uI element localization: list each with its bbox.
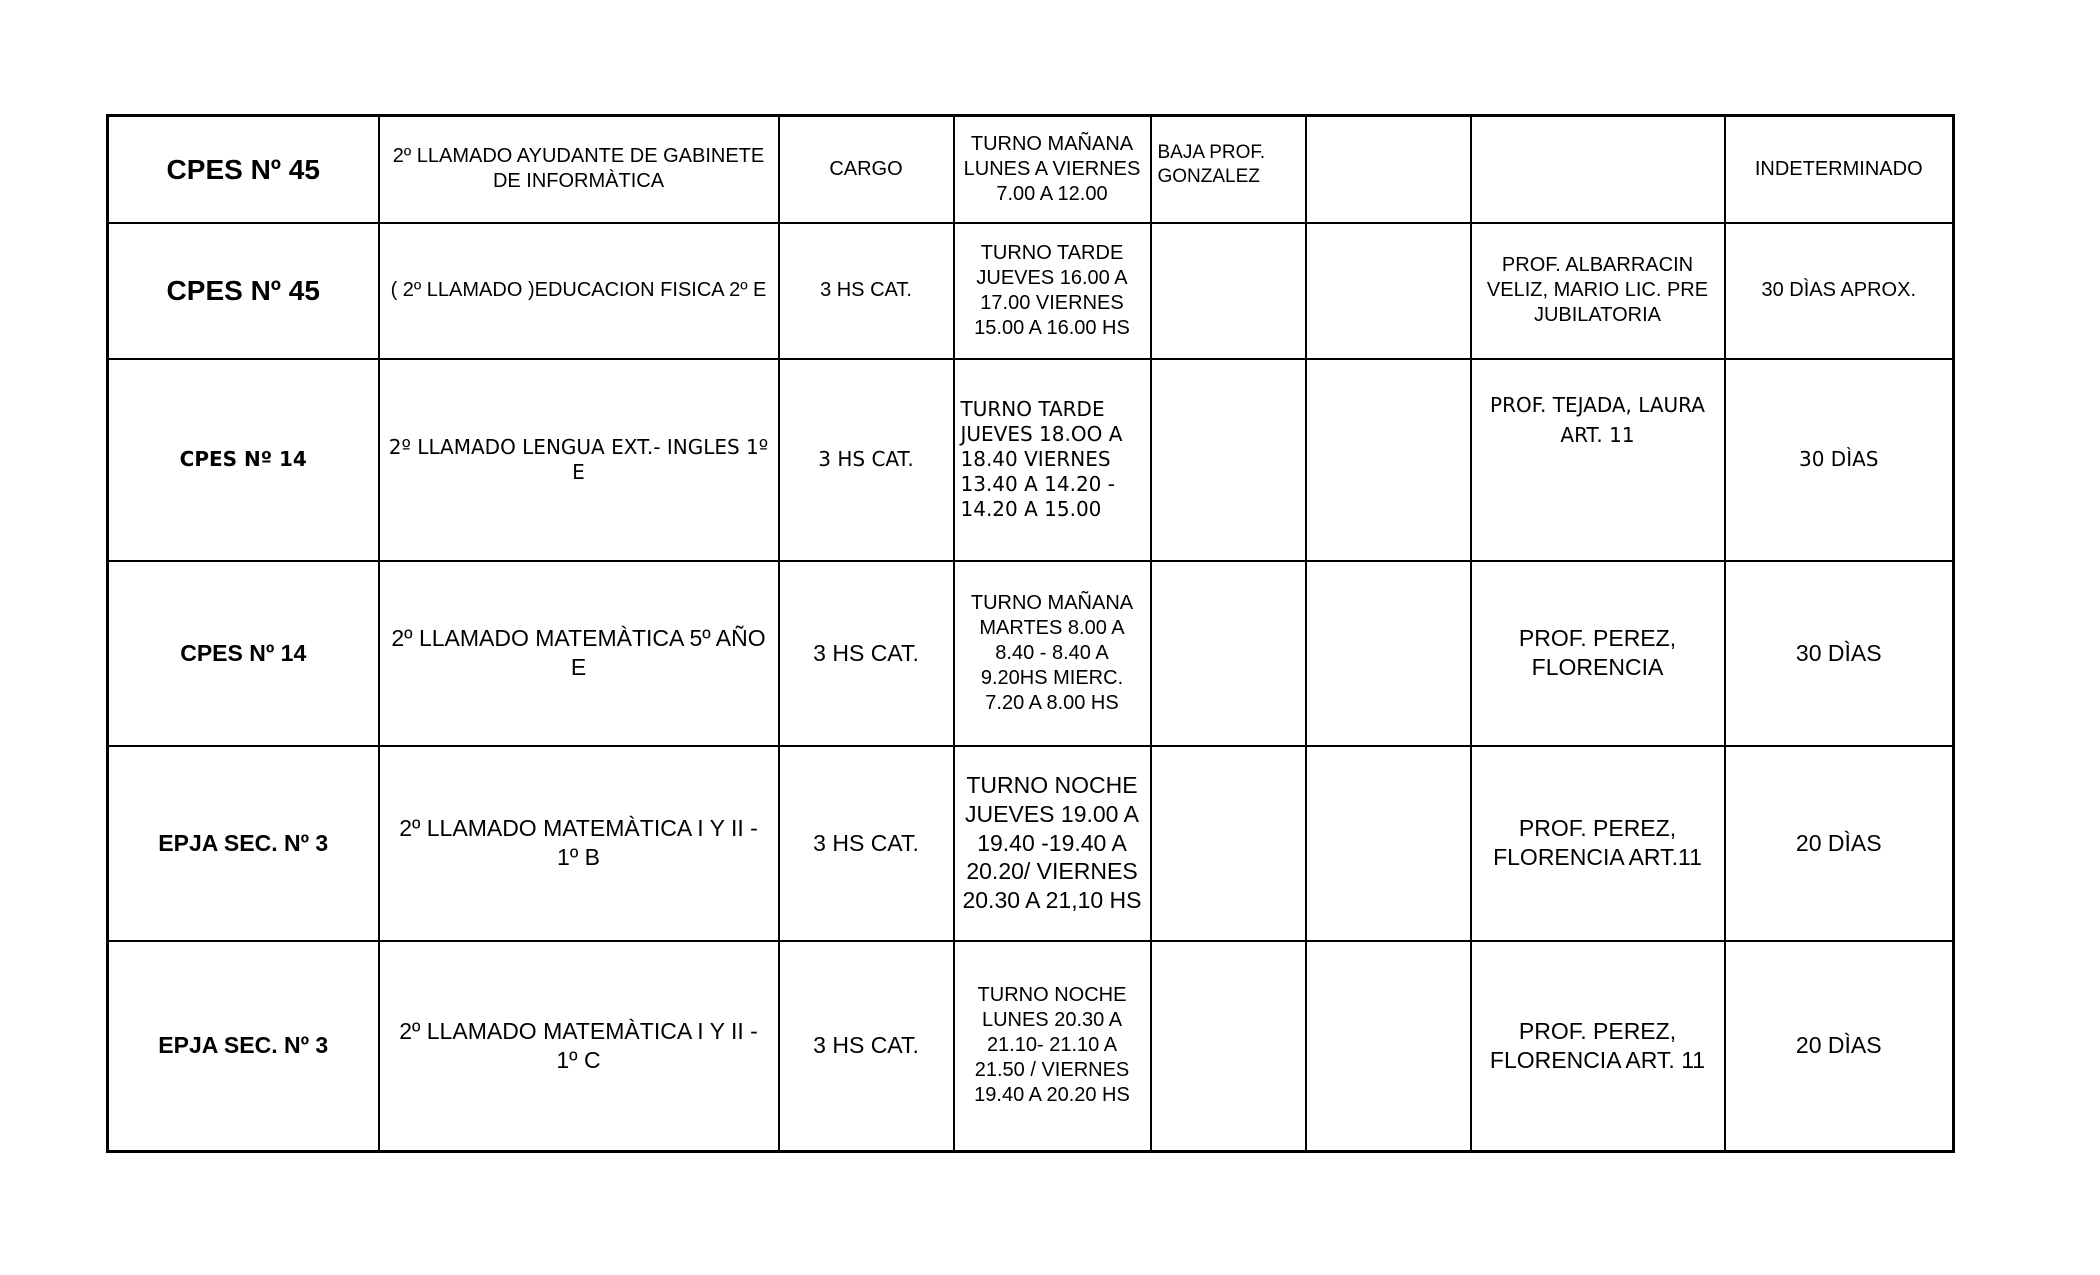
empty-cell	[1306, 223, 1471, 359]
subject-cell: 2º LLAMADO AYUDANTE DE GABINETE DE INFORMÀTICA	[379, 116, 779, 223]
replaced-teacher-cell: PROF. PEREZ, FLORENCIA ART. 11	[1471, 941, 1725, 1152]
schedule-line: 13.40 A 14.20 -	[960, 472, 1115, 496]
subject-cell: 2º LLAMADO LENGUA EXT.- INGLES 1º E	[379, 359, 779, 561]
note-cell	[1151, 746, 1306, 941]
table-row	[108, 746, 1954, 941]
empty-cell	[1306, 561, 1471, 746]
hours-type-cell: 3 HS CAT.	[779, 941, 954, 1152]
school-cell: CPES Nº 14	[108, 561, 379, 746]
schedule-cell: TURNO NOCHE LUNES 20.30 A 21.10- 21.10 A 21.50 / VIERNES 19.40 A 20.20 HS	[954, 941, 1151, 1152]
note-cell	[1151, 941, 1306, 1152]
note-cell: BAJA PROF. GONZALEZ	[1151, 116, 1306, 223]
subject-cell: 2º LLAMADO MATEMÀTICA 5º AÑO E	[379, 561, 779, 746]
table-row	[108, 223, 1954, 359]
replaced-line: PROF. TEJADA, LAURA	[1490, 392, 1705, 417]
school-cell: CPES Nº 45	[108, 116, 379, 223]
school-cell: EPJA SEC. Nº 3	[108, 941, 379, 1152]
hours-type-cell: 3 HS CAT.	[779, 359, 954, 561]
school-cell: EPJA SEC. Nº 3	[108, 746, 379, 941]
table-row	[108, 561, 1954, 746]
duration-cell: 30 DÌAS	[1725, 561, 1954, 746]
schedule-cell: TURNO NOCHE JUEVES 19.00 A 19.40 -19.40 A 20.20/ VIERNES 20.30 A 21,10 HS	[954, 746, 1151, 941]
replaced-line: ART. 11	[1560, 422, 1635, 447]
replaced-teacher-cell	[1471, 116, 1725, 223]
schedule-cell: TURNO TARDE JUEVES 16.00 A 17.00 VIERNES 15.00 A 16.00 HS	[954, 223, 1151, 359]
schedule-line: 14.20 A 15.00	[960, 497, 1102, 521]
replaced-teacher-cell: PROF. PEREZ, FLORENCIA	[1471, 561, 1725, 746]
table-row	[108, 116, 1954, 223]
schedule-line: JUEVES 18.OO A	[960, 422, 1123, 446]
table-row	[108, 359, 1954, 561]
replaced-teacher-cell: PROF. ALBARRACIN VELIZ, MARIO LIC. PRE JUBILATORIA	[1471, 223, 1725, 359]
note-cell	[1151, 223, 1306, 359]
vacancy-table	[106, 114, 1955, 1153]
note-cell	[1151, 359, 1306, 561]
duration-cell: 20 DÌAS	[1725, 746, 1954, 941]
hours-type-cell: 3 HS CAT.	[779, 561, 954, 746]
empty-cell	[1306, 359, 1471, 561]
subject-cell: 2º LLAMADO MATEMÀTICA I Y II - 1º C	[379, 941, 779, 1152]
hours-type-cell: CARGO	[779, 116, 954, 223]
replaced-teacher-cell	[1471, 359, 1725, 561]
empty-cell	[1306, 116, 1471, 223]
school-cell: CPES Nº 45	[108, 223, 379, 359]
schedule-line: TURNO TARDE	[960, 397, 1105, 421]
duration-cell: 30 DÌAS APROX.	[1725, 223, 1954, 359]
empty-cell	[1306, 941, 1471, 1152]
school-cell: CPES Nº 14	[108, 359, 379, 561]
empty-cell	[1306, 746, 1471, 941]
schedule-line: 18.40 VIERNES	[960, 447, 1111, 471]
hours-type-cell: 3 HS CAT.	[779, 223, 954, 359]
duration-cell: INDETERMINADO	[1725, 116, 1954, 223]
replaced-teacher-cell: PROF. PEREZ, FLORENCIA ART.11	[1471, 746, 1725, 941]
duration-cell: 30 DÌAS	[1725, 359, 1954, 561]
subject-cell: ( 2º LLAMADO )EDUCACION FISICA 2º E	[379, 223, 779, 359]
hours-type-cell: 3 HS CAT.	[779, 746, 954, 941]
note-cell	[1151, 561, 1306, 746]
schedule-cell: TURNO MAÑANA LUNES A VIERNES 7.00 A 12.00	[954, 116, 1151, 223]
schedule-cell: TURNO MAÑANA MARTES 8.00 A 8.40 - 8.40 A 9.20HS MIERC. 7.20 A 8.00 HS	[954, 561, 1151, 746]
duration-cell: 20 DÌAS	[1725, 941, 1954, 1152]
subject-cell: 2º LLAMADO MATEMÀTICA I Y II - 1º B	[379, 746, 779, 941]
table-row	[108, 941, 1954, 1152]
schedule-cell	[954, 359, 1151, 561]
